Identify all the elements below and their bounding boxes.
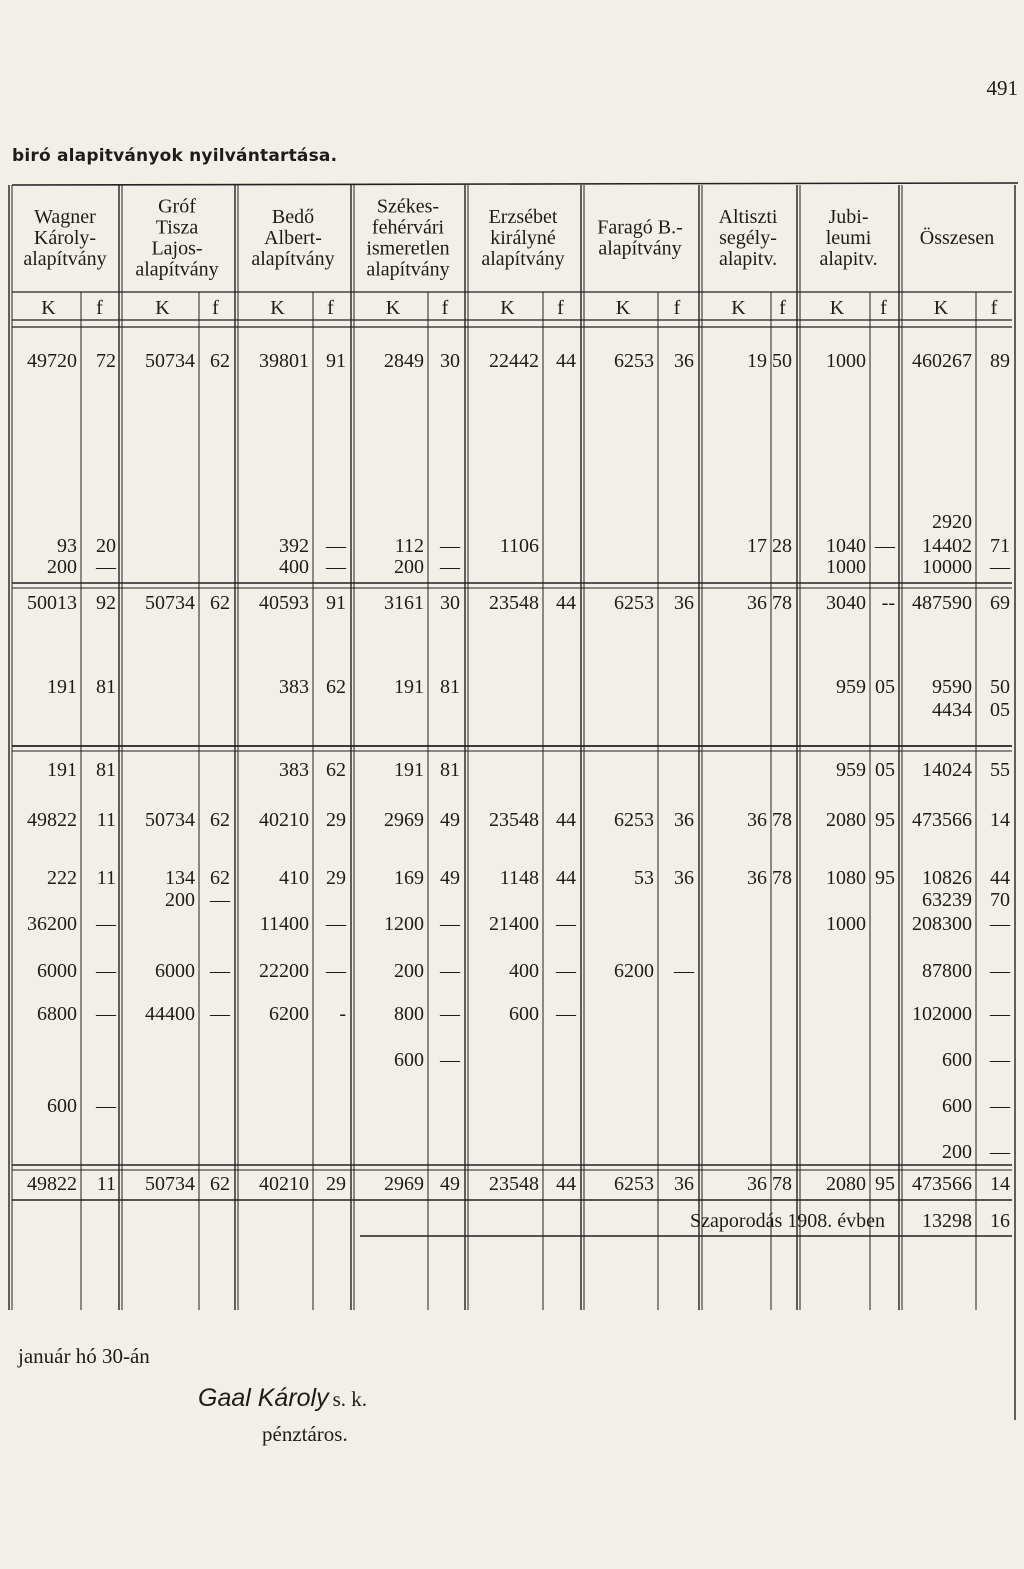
cell-k-r1: 6253 — [614, 350, 654, 372]
cell-k-r1: 50734 — [145, 350, 195, 372]
cell-f-r8: 05 — [875, 759, 895, 781]
cell-f-r17: — — [990, 1141, 1010, 1163]
cell-f-r5: 30 — [440, 592, 460, 614]
cell-f-r7: 05 — [990, 699, 1010, 721]
column-header-altiszti: segély- — [719, 227, 777, 249]
unit-label-k: K — [731, 297, 746, 319]
cell-k-r5: 50734 — [145, 592, 195, 614]
cell-k-r6: 959 — [836, 676, 866, 698]
cell-k-r5: 3040 — [826, 592, 866, 614]
cell-k-r13: 6000 — [155, 960, 195, 982]
cell-f-r10: 36 — [674, 867, 694, 889]
cell-k-r6: 191 — [394, 676, 424, 698]
cell-f-r1: 62 — [210, 350, 230, 372]
cell-k-r12: 1200 — [384, 913, 424, 935]
cell-f-r6: 81 — [96, 676, 116, 698]
cell-k-r4: 400 — [279, 556, 309, 578]
column-header-altiszti: Altiszti — [718, 206, 778, 228]
cell-f-r1: 30 — [440, 350, 460, 372]
cell-f-r6: 50 — [990, 676, 1010, 698]
cell-f-r18: 62 — [210, 1173, 230, 1195]
cell-k-r13: 87800 — [922, 960, 972, 982]
cell-f-r5: 44 — [556, 592, 576, 614]
cell-f-r14: — — [990, 1003, 1010, 1025]
page-number: 491 — [986, 76, 1018, 100]
cell-k-r13: 6000 — [37, 960, 77, 982]
cell-f-r3: 28 — [772, 535, 792, 557]
cell-f-r10: 44 — [990, 867, 1010, 889]
column-header-farago: Faragó B.- — [597, 216, 683, 239]
cell-f-r5: -- — [881, 592, 895, 614]
cell-k-r5: 50013 — [27, 592, 77, 614]
cell-k-r10: 169 — [394, 867, 424, 889]
cell-k-r10: 1148 — [499, 867, 539, 889]
cell-k-r10: 134 — [165, 867, 195, 889]
cell-k-r5: 40593 — [259, 592, 309, 614]
cell-k-r10: 222 — [47, 867, 77, 889]
cell-f-r13: — — [210, 960, 230, 982]
cell-k-r8: 191 — [394, 759, 424, 781]
column-header-wagner: alapítvány — [23, 248, 107, 270]
cell-f-r11: — — [210, 889, 230, 911]
cell-f-r18: 14 — [990, 1173, 1010, 1195]
cell-f-r9: 95 — [875, 809, 895, 831]
column-header-jubileumi: Jubi- — [828, 206, 869, 228]
cell-k-r14: 6200 — [269, 1003, 309, 1025]
cell-k-r16: 600 — [942, 1095, 972, 1117]
column-header-bedo: alapítvány — [251, 248, 335, 270]
cell-k-r14: 800 — [394, 1003, 424, 1025]
unit-label-k: K — [385, 297, 401, 319]
cell-k-r9: 50734 — [145, 809, 195, 831]
signature — [198, 1384, 367, 1413]
cell-f-r16: — — [990, 1095, 1010, 1117]
cell-f-r9: 29 — [326, 809, 346, 831]
cell-f-r8: 62 — [326, 759, 346, 781]
cell-f-r18: 95 — [875, 1173, 895, 1195]
cell-k-r3: 14402 — [922, 535, 972, 557]
cell-k-r18: 473566 — [912, 1173, 972, 1195]
cell-f-r9: 78 — [772, 809, 792, 831]
cell-k-r10: 1080 — [826, 867, 866, 889]
unit-label-k: K — [155, 297, 170, 319]
cell-k-r9: 2969 — [384, 809, 424, 831]
cell-k-r9: 49822 — [27, 809, 77, 831]
cell-f-r13: — — [674, 960, 694, 982]
cell-f-r14: — — [440, 1003, 460, 1025]
cell-k-r1: 1000 — [826, 350, 866, 372]
cell-f-r18: 78 — [772, 1173, 792, 1195]
cell-k-r13: 6200 — [614, 960, 654, 982]
cell-k-r18: 36 — [747, 1173, 767, 1195]
column-header-jubileumi: alapitv. — [819, 248, 878, 270]
cell-f-r14: — — [556, 1003, 576, 1025]
cell-f-r5: 91 — [326, 592, 346, 614]
cell-k-r14: 44400 — [145, 1003, 195, 1025]
cell-k-r12: 21400 — [489, 913, 539, 935]
cell-k-r3: 1106 — [499, 535, 539, 557]
signature-suffix: s. k. — [332, 1387, 368, 1411]
unit-label-f: f — [557, 297, 564, 319]
column-header-szekes: Székes- — [376, 195, 440, 218]
cell-f-r15: — — [990, 1049, 1010, 1071]
cell-k-r13: 200 — [394, 960, 424, 982]
cell-f-r10: 95 — [875, 867, 895, 889]
cell-k-r18: 40210 — [259, 1173, 309, 1195]
cell-f-r10: 49 — [440, 867, 460, 889]
cell-f-r4: — — [990, 556, 1010, 578]
column-header-jubileumi: leumi — [825, 227, 872, 249]
cell-k-r18: 23548 — [489, 1173, 539, 1195]
unit-label-f: f — [880, 297, 887, 319]
cell-f-r12: — — [556, 913, 576, 935]
cell-k-r14: 600 — [509, 1003, 539, 1025]
cell-f-r12: — — [326, 913, 346, 935]
cell-k-r9: 2080 — [826, 809, 866, 831]
unit-label-k: K — [829, 297, 845, 319]
cell-k-r13: 22200 — [259, 960, 309, 982]
cell-k-r18: 2080 — [826, 1173, 866, 1195]
column-header-erzsebet: királyné — [490, 227, 556, 249]
cell-k-r6: 191 — [47, 676, 77, 698]
column-header-bedo: Albert- — [264, 227, 322, 249]
cell-f-r6: 05 — [875, 676, 895, 698]
column-header-farago: alapítvány — [598, 237, 682, 260]
cell-f-r18: 44 — [556, 1173, 576, 1195]
cell-k-r10: 36 — [747, 867, 767, 889]
cell-k-r12: 36200 — [27, 913, 77, 935]
cell-k-r10: 10826 — [922, 867, 972, 889]
cell-k-r5: 487590 — [912, 592, 972, 614]
cell-f-r10: 11 — [96, 867, 116, 889]
column-header-erzsebet: alapítvány — [481, 248, 565, 270]
cell-f-r1: 36 — [674, 350, 694, 372]
cell-k-r8: 191 — [47, 759, 77, 781]
cell-k-r5: 6253 — [614, 592, 654, 614]
cell-f-r10: 62 — [210, 867, 230, 889]
unit-label-f: f — [779, 297, 786, 319]
cell-k-r4: 1000 — [826, 556, 866, 578]
cell-f-r1: 89 — [990, 350, 1010, 372]
cell-f-r13: — — [440, 960, 460, 982]
signature-name: Gaal Károly — [198, 1384, 329, 1412]
cell-k-r4: 200 — [47, 556, 77, 578]
cell-k-r1: 49720 — [27, 350, 77, 372]
column-header-szekes: alapítvány — [366, 258, 450, 281]
cell-k-r1: 22442 — [489, 350, 539, 372]
cell-f-r3: 20 — [96, 535, 116, 557]
cell-f-r8: 55 — [990, 759, 1010, 781]
cell-f-r9: 36 — [674, 809, 694, 831]
cell-f-r5: 78 — [772, 592, 792, 614]
cell-k-r9: 473566 — [912, 809, 972, 831]
cell-k-r16: 600 — [47, 1095, 77, 1117]
column-header-erzsebet: Erzsébet — [488, 206, 558, 228]
cell-f-r13: — — [556, 960, 576, 982]
cell-k-r11: 63239 — [922, 889, 972, 911]
growth-f: 16 — [990, 1210, 1010, 1232]
growth-k: 13298 — [922, 1210, 972, 1232]
cell-f-r13: — — [990, 960, 1010, 982]
cell-f-r5: 69 — [990, 592, 1010, 614]
cell-k-r12: 1000 — [826, 913, 866, 935]
cell-f-r1: 72 — [96, 350, 116, 372]
column-header-osszesen: Összesen — [919, 227, 995, 249]
cell-f-r12: — — [990, 913, 1010, 935]
cell-f-r14: — — [210, 1003, 230, 1025]
cell-f-r1: 91 — [326, 350, 346, 372]
unit-label-k: K — [500, 297, 515, 319]
cell-k-r14: 6800 — [37, 1003, 77, 1025]
growth-label: Szaporodás 1908. évben — [690, 1210, 885, 1232]
cell-k-r12: 208300 — [912, 913, 972, 935]
cell-f-r18: 49 — [440, 1173, 460, 1195]
cell-f-r6: 81 — [440, 676, 460, 698]
unit-label-f: f — [96, 297, 103, 319]
cell-k-r6: 9590 — [932, 676, 972, 698]
cell-k-r3: 1040 — [826, 535, 866, 557]
cell-f-r3: — — [875, 535, 895, 557]
cell-f-r5: 36 — [674, 592, 694, 614]
header-top-rule — [12, 183, 1018, 185]
cell-k-r17: 200 — [942, 1141, 972, 1163]
cell-k-r10: 53 — [634, 867, 654, 889]
column-header-altiszti: alapitv. — [718, 248, 778, 270]
cell-f-r9: 62 — [210, 809, 230, 831]
unit-label-f: f — [990, 297, 998, 319]
cell-k-r15: 600 — [394, 1049, 424, 1071]
cell-k-r9: 6253 — [614, 809, 654, 831]
cell-f-r14: - — [339, 1003, 346, 1025]
cell-k-r5: 36 — [747, 592, 767, 614]
cell-f-r9: 44 — [556, 809, 576, 831]
cell-k-r6: 383 — [279, 676, 309, 698]
cell-f-r10: 78 — [772, 867, 792, 889]
cell-f-r4: — — [440, 556, 460, 578]
column-header-tisza: Gróf — [158, 195, 196, 218]
cell-f-r18: 11 — [96, 1173, 116, 1195]
cell-k-r7: 4434 — [932, 699, 972, 721]
cell-f-r12: — — [96, 913, 116, 935]
cell-k-r3: 93 — [57, 535, 77, 557]
cell-k-r1: 460267 — [912, 350, 972, 372]
cell-f-r3: 71 — [990, 535, 1010, 557]
cell-k-r18: 50734 — [145, 1173, 195, 1195]
column-header-tisza: alapítvány — [135, 258, 219, 281]
cell-k-r13: 400 — [509, 960, 539, 982]
unit-label-f: f — [327, 297, 334, 319]
page-heading: biró alapitványok nyilvántartása. — [12, 146, 338, 166]
signing-date: január hó 30-án — [18, 1344, 150, 1368]
cell-k-r10: 410 — [279, 867, 309, 889]
cell-f-r9: 11 — [96, 809, 116, 831]
cell-f-r11: 70 — [990, 889, 1010, 911]
cell-f-r16: — — [96, 1095, 116, 1117]
cell-f-r18: 36 — [674, 1173, 694, 1195]
cell-k-r8: 959 — [836, 759, 866, 781]
unit-label-f: f — [441, 297, 449, 319]
cell-f-r3: — — [440, 535, 460, 557]
cell-k-r11: 200 — [165, 889, 195, 911]
cell-f-r8: 81 — [96, 759, 116, 781]
cell-f-r15: — — [440, 1049, 460, 1071]
column-header-szekes: fehérvári — [371, 216, 445, 239]
cell-k-r9: 23548 — [489, 809, 539, 831]
cell-k-r1: 19 — [747, 350, 767, 372]
cell-f-r5: 62 — [210, 592, 230, 614]
cell-k-r8: 383 — [279, 759, 309, 781]
cell-k-r3: 17 — [747, 535, 767, 557]
cell-f-r5: 92 — [96, 592, 116, 614]
cell-k-r15: 600 — [942, 1049, 972, 1071]
cell-k-r1: 39801 — [259, 350, 309, 372]
unit-label-k: K — [41, 297, 56, 319]
column-header-bedo: Bedő — [271, 206, 315, 228]
unit-label-k: K — [615, 297, 631, 319]
signature-title: pénztáros. — [262, 1422, 348, 1446]
column-header-tisza: Lajos- — [151, 237, 203, 260]
cell-k-r1: 2849 — [384, 350, 424, 372]
cell-f-r14: — — [96, 1003, 116, 1025]
cell-f-r18: 29 — [326, 1173, 346, 1195]
column-header-wagner: Károly- — [33, 227, 97, 249]
cell-f-r1: 50 — [772, 350, 792, 372]
cell-f-r13: — — [326, 960, 346, 982]
cell-f-r8: 81 — [440, 759, 460, 781]
cell-f-r9: 14 — [990, 809, 1010, 831]
cell-k-r12: 11400 — [259, 913, 309, 935]
cell-k-r3: 112 — [394, 535, 424, 557]
cell-f-r13: — — [96, 960, 116, 982]
cell-k-r18: 2969 — [384, 1173, 424, 1195]
cell-f-r4: — — [326, 556, 346, 578]
cell-k-r18: 6253 — [614, 1173, 654, 1195]
cell-k-r18: 49822 — [27, 1173, 77, 1195]
cell-k-r5: 3161 — [384, 592, 424, 614]
cell-f-r9: 49 — [440, 809, 460, 831]
cell-k-r8: 14024 — [922, 759, 972, 781]
cell-f-r6: 62 — [326, 676, 346, 698]
cell-f-r3: — — [326, 535, 346, 557]
cell-k-r4: 10000 — [922, 556, 972, 578]
column-header-szekes: ismeretlen — [366, 237, 450, 260]
cell-k-r4: 200 — [394, 556, 424, 578]
cell-f-r10: 44 — [556, 867, 576, 889]
unit-label-f: f — [212, 297, 219, 319]
cell-k-r9: 40210 — [259, 809, 309, 831]
cell-f-r10: 29 — [326, 867, 346, 889]
unit-label-f: f — [673, 297, 681, 319]
unit-label-k: K — [933, 297, 949, 319]
cell-k-r14: 102000 — [912, 1003, 972, 1025]
cell-k-r5: 23548 — [489, 592, 539, 614]
cell-f-r12: — — [440, 913, 460, 935]
cell-k-r2: 2920 — [932, 511, 972, 533]
cell-f-r4: — — [96, 556, 116, 578]
cell-f-r1: 44 — [556, 350, 576, 372]
column-header-tisza: Tisza — [155, 216, 199, 239]
cell-k-r9: 36 — [747, 809, 767, 831]
column-header-wagner: Wagner — [34, 206, 96, 228]
unit-label-k: K — [270, 297, 285, 319]
cell-k-r3: 392 — [279, 535, 309, 557]
